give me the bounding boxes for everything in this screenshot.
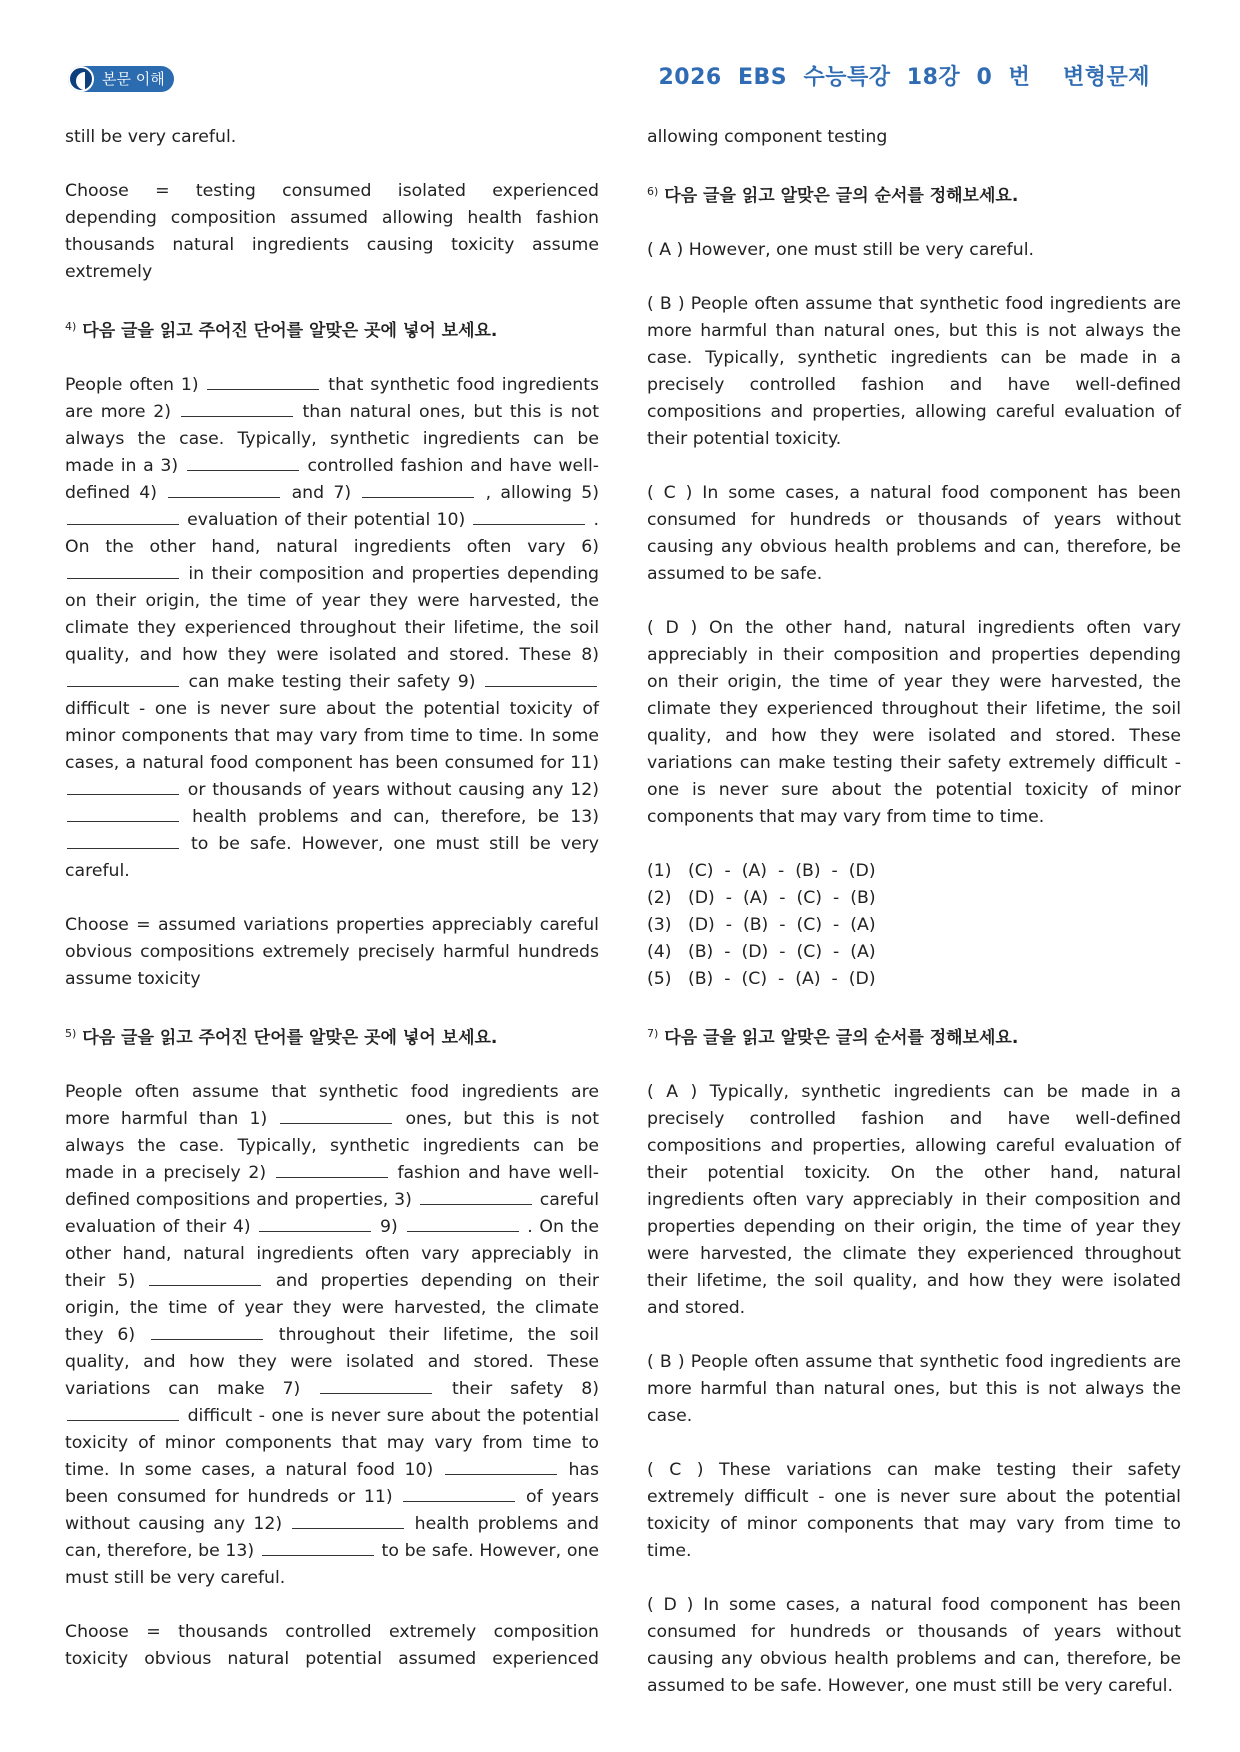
question-text: 다음 글을 읽고 알맞은 글의 순서를 정해보세요. [664,1028,1019,1048]
paragraph-c: ( C ) In some cases, a natural food component has been consumed for hundreds or thousands of years without causing any obvious health problems and can, therefore, be assumed to be safe. [647,483,1181,584]
question-number: 5) [65,1027,77,1040]
blank-input[interactable] [420,1188,532,1205]
word-bank-row: obvious compositions extremely precisely harmful hundreds [65,942,599,962]
continued-text: still be very careful. [65,127,237,147]
half-circle-icon [68,66,94,92]
blank-input[interactable] [362,481,474,498]
paragraph-a: ( A ) Typically, synthetic ingredients can be made in a precisely controlled fashion and have well-defined compositions and properties, allowing careful evaluation of their potential toxicity. On the other hand, natural ingredients often vary appreciably in their composition and properties depending on their origin, the time of year they were harvested, the climate they experienced throughout their lifetime, the soil quality, and how they were isolated and stored. [647,1082,1181,1318]
section-badge [68,66,174,92]
blank-input[interactable] [259,1215,371,1232]
blank-input[interactable] [187,454,299,471]
answer-option[interactable]: (3) (D) - (B) - (C) - (A) [647,915,876,935]
blank-input[interactable] [67,778,179,795]
question-text: 다음 글을 읽고 알맞은 글의 순서를 정해보세요. [664,186,1019,206]
blank-input[interactable] [181,400,293,417]
blank-input[interactable] [67,508,179,525]
question-5-passage: People often assume that synthetic food ingredients are more harmful than 1) ones, but this is not always the case. Typically, synthetic ingredients can be made in a precisely 2) fashion and have well-defined compositions and properties, 3) careful evaluation of their 4) 9) . On the other hand, natural ingredients often vary appreciably in their 5) and properties depending on their origin, the time of year they were harvested, the climate they 6) throughout their lifetime, the soil quality, and how they were isolated and stored. These variations can make 7) their safety 8) difficult - one is never sure about the potential toxicity of minor components that may vary from time to time. In some cases, a natural food 10) has been consumed for hundreds or 11) of years without causing any 12) health problems and can, therefore, be 13) to be safe. However, one must still be very careful. [65,1082,600,1588]
word-bank-q5 [65,1619,599,1673]
blank-input[interactable] [276,1161,388,1178]
word-bank-q3 [65,178,599,286]
blank-input[interactable] [445,1458,557,1475]
blank-input[interactable] [67,562,179,579]
page-header [0,0,1240,110]
question-6-heading [647,178,1181,210]
left-column [65,124,599,1673]
word-bank-row: thousands natural ingredients causing toxicity assume [65,235,599,255]
blank-input[interactable] [67,832,179,849]
question-text: 다음 글을 읽고 주어진 단어를 알맞은 곳에 넣어 보세요. [82,321,498,341]
answer-options [647,858,1181,993]
right-column [647,124,1181,1700]
blank-input[interactable] [149,1269,261,1286]
question-7-heading [647,1020,1181,1052]
question-5-heading [65,1020,599,1052]
blank-input[interactable] [67,670,179,687]
blank-input[interactable] [407,1215,519,1232]
blank-input[interactable] [485,670,597,687]
blank-input[interactable] [320,1377,432,1394]
word-bank-row: extremely [65,262,153,282]
paragraph-a: ( A ) However, one must still be very careful. [647,240,1035,260]
word-bank-row: depending composition assumed allowing health fashion [65,208,599,228]
page-title: 2026 EBS 수능특강 18강 0 번 변형문제 [658,65,1150,90]
word-bank-row: assume toxicity [65,969,201,989]
word-bank-row: Choose = testing consumed isolated experienced [65,181,599,201]
paragraph-d: ( D ) In some cases, a natural food component has been consumed for hundreds or thousands of years without causing any obvious health problems and can, therefore, be assumed to be safe. However, one must still be very careful. [647,1595,1181,1696]
answer-option[interactable]: (1) (C) - (A) - (B) - (D) [647,861,876,881]
blank-input[interactable] [67,805,179,822]
blank-input[interactable] [151,1323,263,1340]
question-text: 다음 글을 읽고 주어진 단어를 알맞은 곳에 넣어 보세요. [82,1028,498,1048]
paragraph-c: ( C ) These variations can make testing their safety extremely difficult - one is never sure about the potential toxicity of minor components that may vary from time to time. [647,1460,1181,1561]
badge-label: 본문 이해 [102,70,165,88]
blank-input[interactable] [473,508,585,525]
paragraph-b: ( B ) People often assume that synthetic food ingredients are more harmful than natural ones, but this is not always the case. Typically, synthetic ingredients can be made in a precisely controlled fashion and have well-defined compositions and properties, allowing careful evaluation of their potential toxicity. [647,294,1181,449]
paragraph-d: ( D ) On the other hand, natural ingredients often vary appreciably in their composition and properties depending on their origin, the time of year they were harvested, the climate they experienced throughout their lifetime, the soil quality, and how they were isolated and stored. These variations can make testing their safety extremely difficult - one is never sure about the potential toxicity of minor components that may vary from time to time. [647,618,1181,827]
answer-option[interactable]: (2) (D) - (A) - (C) - (B) [647,888,876,908]
word-bank-row: Choose = assumed variations properties appreciably careful [65,915,599,935]
blank-input[interactable] [280,1107,392,1124]
blank-input[interactable] [292,1512,404,1529]
word-bank-row: toxicity obvious natural potential assumed experienced [65,1649,599,1669]
question-number: 4) [65,320,77,333]
word-bank-q5-continued: allowing component testing [647,127,888,147]
blank-input[interactable] [67,1404,179,1421]
question-4-passage: People often 1) that synthetic food ingredients are more 2) than natural ones, but this is not always the case. Typically, synthetic ingredients can be made in a 3) controlled fashion and have well-defined 4) and 7) , allowing 5) evaluation of their potential 10) . On the other hand, natural ingredients often vary 6) in their composition and properties depending on their origin, the time of year they were harvested, the climate they experienced throughout their lifetime, the soil quality, and how they were isolated and stored. These 8) can make testing their safety 9) difficult - one is never sure about the potential toxicity of minor components that may vary from time to time. In some cases, a natural food component has been consumed for 11) or thousands of years without causing any 12) health problems and can, therefore, be 13) to be safe. However, one must still be very careful. [65,375,600,881]
word-bank-row: Choose = thousands controlled extremely composition [65,1622,599,1642]
blank-input[interactable] [262,1539,374,1556]
question-4-heading [65,313,599,345]
blank-input[interactable] [403,1485,515,1502]
answer-option[interactable]: (4) (B) - (D) - (C) - (A) [647,942,876,962]
blank-input[interactable] [207,373,319,390]
blank-input[interactable] [168,481,280,498]
paragraph-b: ( B ) People often assume that synthetic food ingredients are more harmful than natural ones, but this is not always the case. [647,1352,1181,1426]
question-number: 7) [647,1027,659,1040]
question-number: 6) [647,185,659,198]
answer-option[interactable]: (5) (B) - (C) - (A) - (D) [647,969,876,989]
word-bank-q4 [65,912,599,993]
